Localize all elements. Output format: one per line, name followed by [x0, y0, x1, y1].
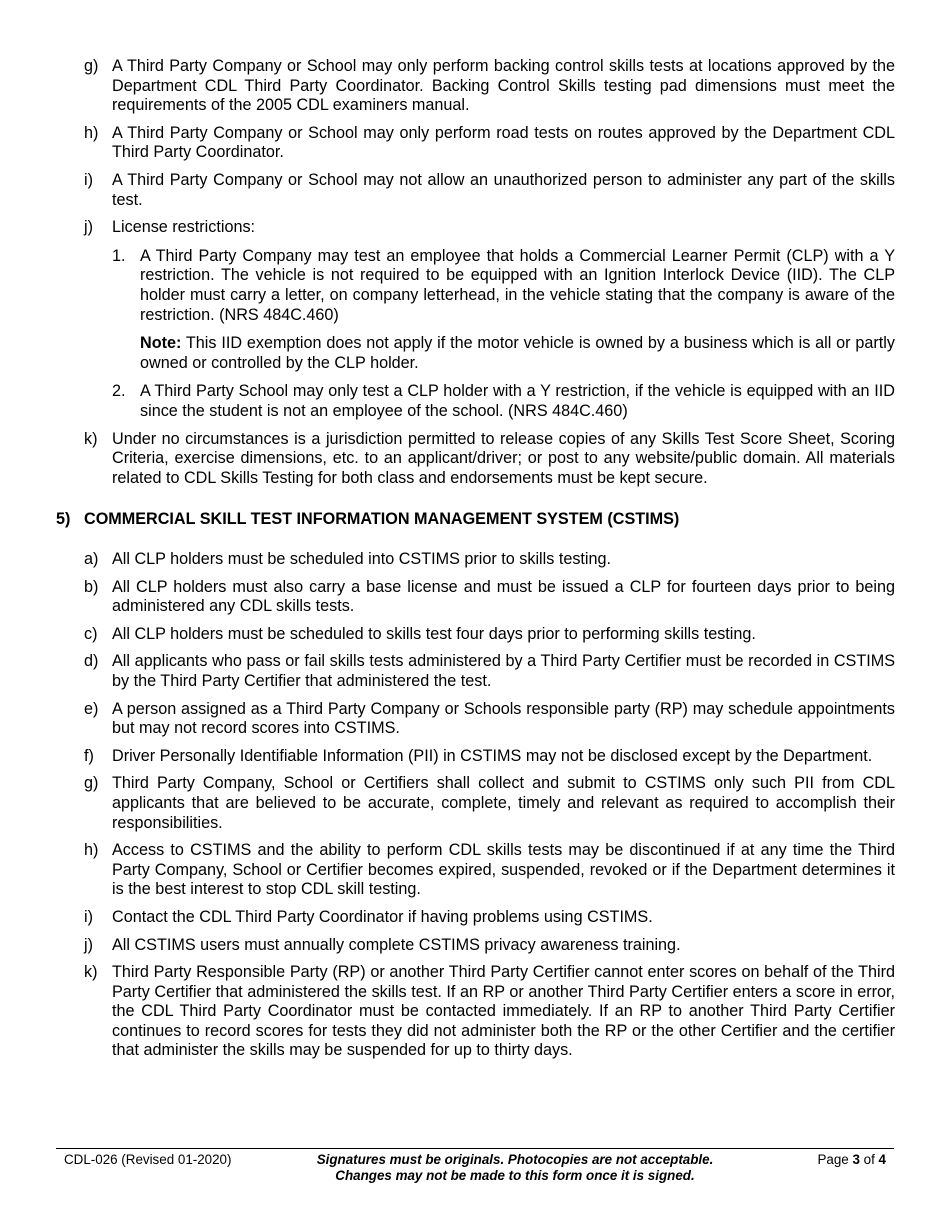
list-item: [84, 124, 895, 163]
list-item: [84, 747, 895, 767]
section-number: 5): [56, 510, 71, 528]
item-text: License restrictions:: [112, 218, 256, 237]
item-marker: e): [84, 699, 99, 718]
item-marker: i): [84, 170, 93, 189]
signature-notice-line-2: Changes may not be made to this form once it is signed.: [335, 1168, 695, 1183]
list-item: [84, 625, 895, 645]
item-marker: a): [84, 550, 99, 568]
list-item: [84, 841, 895, 900]
item-marker: j): [84, 935, 93, 954]
item-text: All CLP holders must also carry a base license and must be issued a CLP for fourteen days prior to being administered any CDL skills tests.: [112, 577, 895, 616]
form-id: CDL-026 (Revised 01-2020): [64, 1152, 232, 1167]
item-marker: 1.: [112, 246, 126, 265]
restriction-body: [140, 382, 895, 421]
item-text: A Third Party Company or School may not allow an unauthorized person to administer any part of the skills test.: [112, 170, 895, 209]
list-item: [84, 430, 895, 489]
item-text: Third Party Company, School or Certifiers shall collect and submit to CSTIMS only such PII from CDL applicants that are believed to be accurate, complete, timely and relevant as required to accomplish their responsibilities.: [112, 774, 895, 832]
footer-divider: [56, 1148, 894, 1149]
section-heading: [56, 510, 679, 530]
item-marker: h): [84, 123, 99, 142]
item-text: A Third Party Company or School may only perform backing control skills tests at locations approved by the Department CDL Third Party Coordinator. Backing Control Skills testing pad dimensions must meet the requirements of the 2005 CDL examiners manual.: [112, 57, 895, 115]
item-marker: g): [84, 774, 99, 793]
signature-notice-line-1: Signatures must be originals. Photocopies are not acceptable.: [316, 1152, 714, 1167]
item-text: Contact the CDL Third Party Coordinator if having problems using CSTIMS.: [112, 907, 653, 926]
section-4-list: [84, 57, 895, 496]
list-item: [84, 578, 895, 617]
list-item: [84, 550, 895, 570]
item-marker: c): [84, 624, 98, 643]
item-marker: k): [84, 429, 98, 448]
signature-notice: [300, 1152, 730, 1184]
page-current: 3: [852, 1152, 860, 1167]
restriction-item: [112, 247, 895, 374]
item-text: All CLP holders must be scheduled into CSTIMS prior to skills testing.: [112, 550, 612, 568]
item-marker: b): [84, 577, 99, 596]
item-text: A Third Party School may only test a CLP holder with a Y restriction, if the vehicle is equipped with an IID since the student is not an employee of the school. (NRS 484C.460): [140, 382, 895, 420]
page-prefix: Page: [817, 1152, 853, 1167]
section-5-list: [84, 550, 895, 1069]
restriction-body: [140, 247, 895, 374]
list-item: [84, 963, 895, 1061]
list-item: [84, 57, 895, 116]
note: [140, 334, 895, 373]
restriction-item: [112, 382, 895, 421]
section-title: COMMERCIAL SKILL TEST INFORMATION MANAGEMENT SYSTEM (CSTIMS): [84, 510, 680, 528]
item-text: A Third Party Company or School may only perform road tests on routes approved by the Department CDL Third Party Coordinator.: [112, 123, 895, 162]
list-item: [84, 218, 895, 421]
item-text: Third Party Responsible Party (RP) or another Third Party Certifier cannot enter scores on behalf of the Third Party Certifier that administered the skills test. If an RP or another Third Party Certifier enters a score in error, the CDL Third Party Coordinator must be contacted immediately. If an RP to another Third Party Certifier continues to record scores for tests they did not administer both the RP or the other Certifier and the certifier that administer the skills may be suspended for up to thirty days.: [112, 963, 895, 1060]
item-text: A person assigned as a Third Party Company or Schools responsible party (RP) may schedule appointments but may not record scores into CSTIMS.: [112, 699, 895, 738]
item-text: All applicants who pass or fail skills tests administered by a Third Party Certifier must be recorded in CSTIMS by the Third Party Certifier that administered the test.: [112, 652, 895, 690]
item-marker: i): [84, 907, 93, 926]
list-item: [84, 936, 895, 956]
list-item: [84, 700, 895, 739]
note-label: Note:: [140, 334, 182, 353]
note-text: This IID exemption does not apply if the motor vehicle is owned by a business which is all or partly owned or controlled by the CLP holder.: [140, 334, 895, 372]
item-text: All CLP holders must be scheduled to skills test four days prior to performing skills testing.: [112, 624, 756, 643]
item-text: All CSTIMS users must annually complete CSTIMS privacy awareness training.: [112, 935, 681, 954]
item-marker: h): [84, 841, 99, 860]
item-marker: k): [84, 963, 98, 982]
list-item: [84, 774, 895, 833]
item-marker: 2.: [112, 382, 126, 401]
item-text: Driver Personally Identifiable Information (PII) in CSTIMS may not be disclosed except by the Department.: [112, 746, 873, 765]
page-total: 4: [878, 1152, 886, 1167]
item-marker: j): [84, 218, 93, 237]
item-text: Access to CSTIMS and the ability to perform CDL skills tests may be discontinued if at any time the Third Party Company, School or Certifier becomes expired, suspended, revoked or if the Department determines it is the best interest to stop CDL skill testing.: [112, 841, 895, 899]
list-item: [84, 908, 895, 928]
list-item: [84, 171, 895, 210]
list-item: [84, 652, 895, 691]
item-marker: g): [84, 57, 99, 75]
license-restrictions: [112, 218, 895, 421]
item-text: Under no circumstances is a jurisdiction permitted to release copies of any Skills Test Score Sheet, Scoring Criteria, exercise dimensions, etc. to an applicant/driver; or post to any website/public domain. All materials related to CDL Skills Testing for both class and endorsements must be kept secure.: [112, 429, 895, 487]
item-marker: d): [84, 652, 99, 671]
item-text: A Third Party Company may test an employee that holds a Commercial Learner Permit (CLP) with a Y restriction. The vehicle is not required to be equipped with an Ignition Interlock Device (IID). The CLP holder must carry a letter, on company letterhead, in the vehicle stating that the company is aware of the restriction. (NRS 484C.460): [140, 246, 895, 324]
page-number: [817, 1152, 886, 1168]
item-marker: f): [84, 746, 94, 765]
page-sep: of: [859, 1152, 879, 1167]
